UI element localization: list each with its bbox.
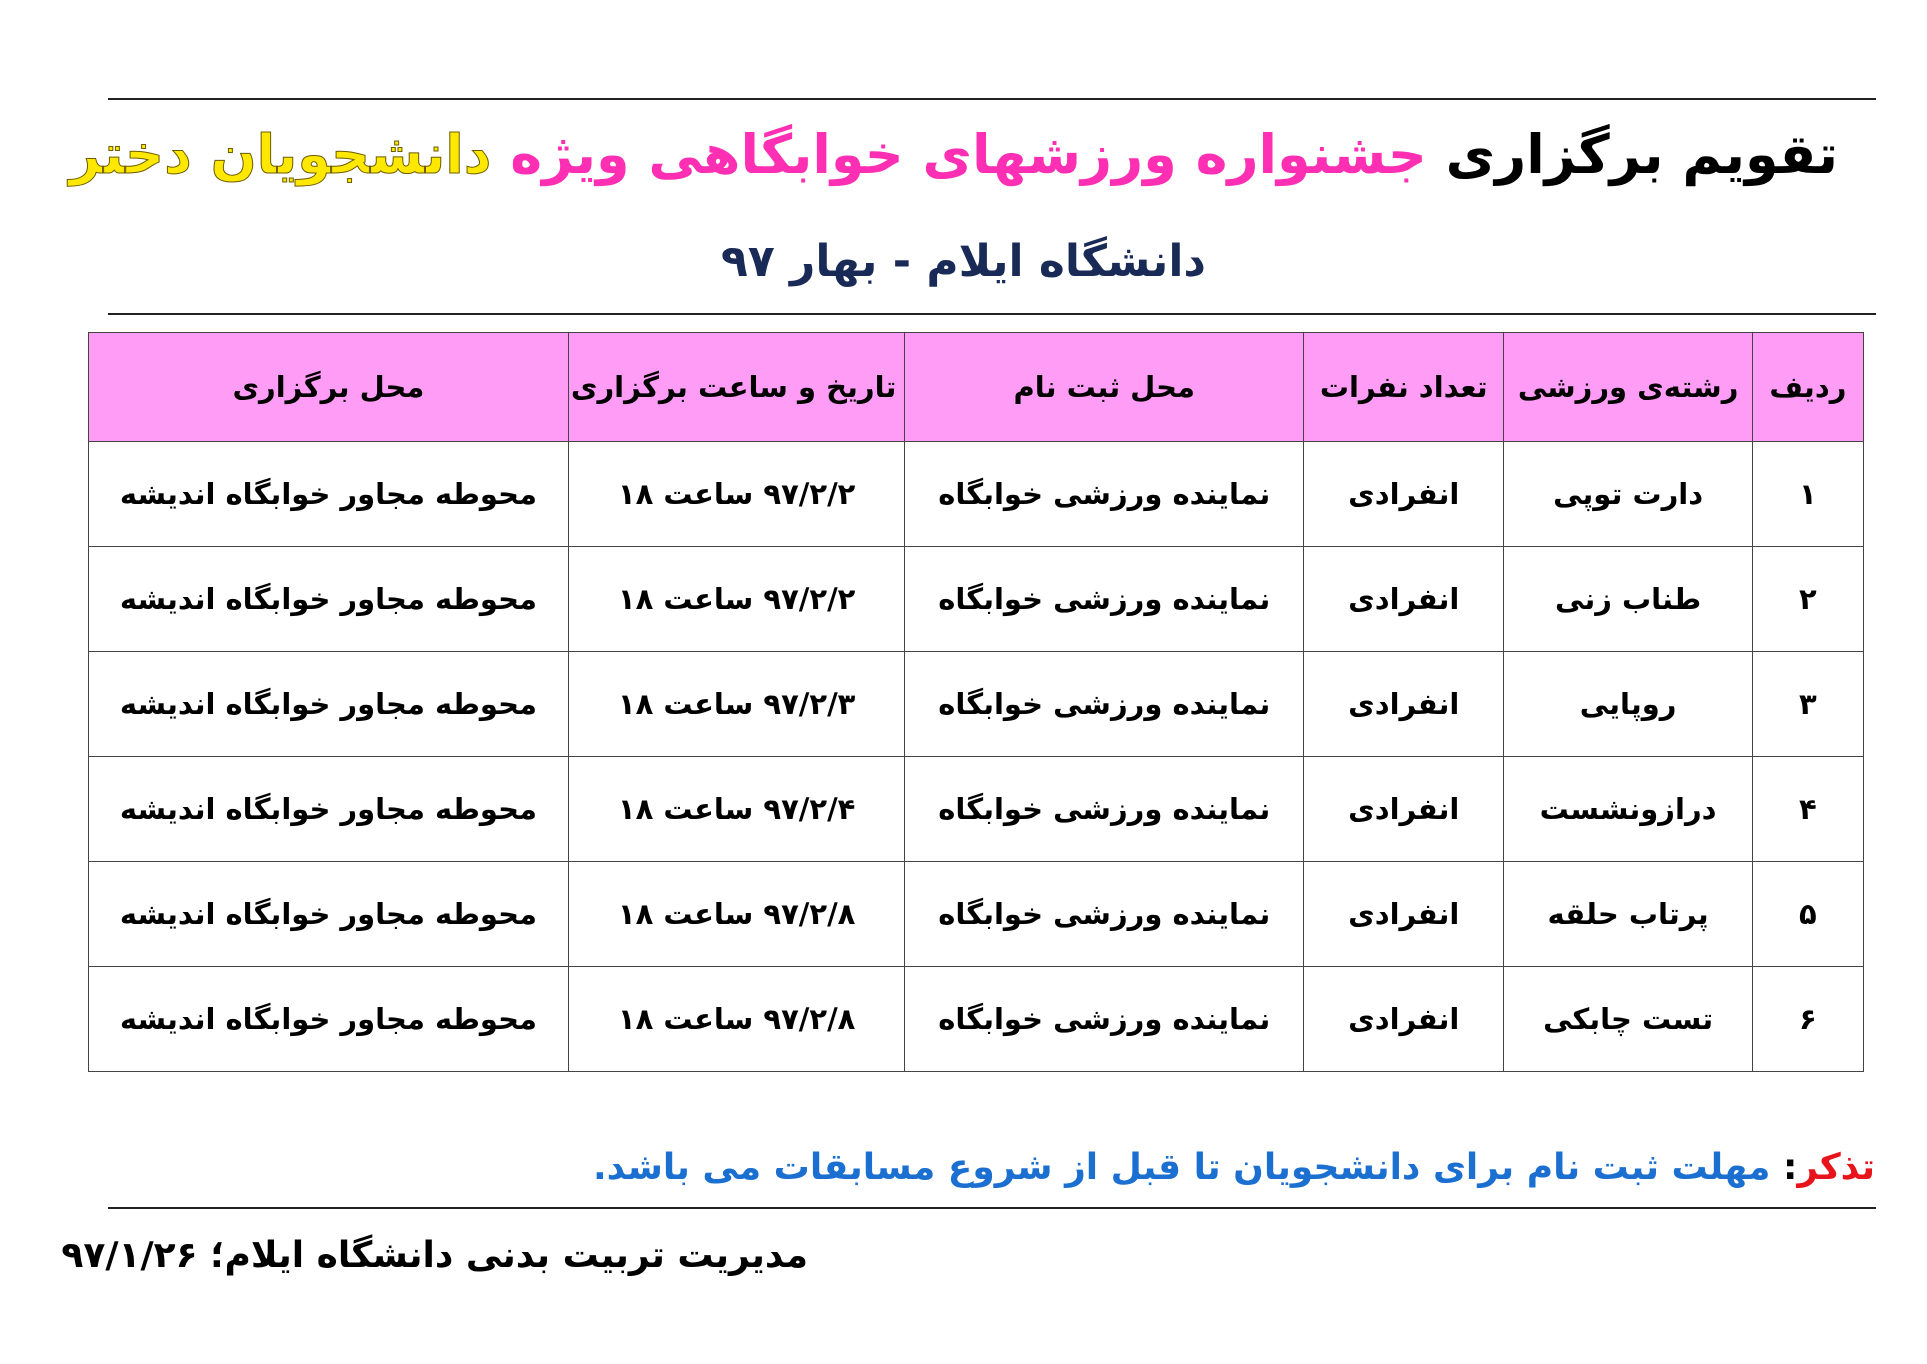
header-date-time: تاریخ و ساعت برگزاری xyxy=(568,333,905,442)
cell-venue: محوطه مجاور خوابگاه اندیشه xyxy=(89,967,569,1072)
table-row xyxy=(89,652,1864,757)
cell-sport: تست چابکی xyxy=(1504,967,1752,1072)
schedule-table xyxy=(88,332,1864,1072)
header-row-number: ردیف xyxy=(1752,333,1863,442)
cell-date-time: ۹۷/۲/۲ ساعت ۱۸ xyxy=(568,547,905,652)
cell-venue: محوطه مجاور خوابگاه اندیشه xyxy=(89,652,569,757)
table-header-row xyxy=(89,333,1864,442)
footer-signature: مدیریت تربیت بدنی دانشگاه ایلام؛ ۹۷/۱/۲۶ xyxy=(61,1235,808,1276)
cell-sport: دارت توپی xyxy=(1504,442,1752,547)
title-part-calendar: تقویم برگزاری xyxy=(1445,123,1838,186)
cell-row-number: ۵ xyxy=(1752,862,1863,967)
cell-venue: محوطه مجاور خوابگاه اندیشه xyxy=(89,442,569,547)
table-row xyxy=(89,862,1864,967)
top-divider xyxy=(108,98,1876,100)
header-divider xyxy=(108,313,1876,315)
cell-registration-place: نماینده ورزشی خوابگاه xyxy=(905,442,1304,547)
cell-row-number: ۳ xyxy=(1752,652,1863,757)
reminder-note xyxy=(375,1140,1875,1196)
cell-row-number: ۴ xyxy=(1752,757,1863,862)
cell-registration-place: نماینده ورزشی خوابگاه xyxy=(905,862,1304,967)
title-part-festival: جشنواره ورزشهای خوابگاهی ویژه xyxy=(510,123,1427,186)
header-registration-place: محل ثبت نام xyxy=(905,333,1304,442)
cell-row-number: ۲ xyxy=(1752,547,1863,652)
cell-sport: طناب زنی xyxy=(1504,547,1752,652)
cell-date-time: ۹۷/۲/۳ ساعت ۱۸ xyxy=(568,652,905,757)
cell-date-time: ۹۷/۲/۴ ساعت ۱۸ xyxy=(568,757,905,862)
header-participants: تعداد نفرات xyxy=(1304,333,1504,442)
cell-participants: انفرادی xyxy=(1304,547,1504,652)
table-row xyxy=(89,757,1864,862)
note-colon: : xyxy=(1782,1147,1798,1188)
note-label: تذکر xyxy=(1797,1147,1875,1188)
cell-date-time: ۹۷/۲/۸ ساعت ۱۸ xyxy=(568,862,905,967)
page-title xyxy=(69,110,1838,200)
page-subtitle: دانشگاه ایلام - بهار ۹۷ xyxy=(721,236,1206,287)
cell-sport: درازونشست xyxy=(1504,757,1752,862)
cell-date-time: ۹۷/۲/۸ ساعت ۱۸ xyxy=(568,967,905,1072)
cell-date-time: ۹۷/۲/۲ ساعت ۱۸ xyxy=(568,442,905,547)
header-sport: رشته‌ی ورزشی xyxy=(1504,333,1752,442)
cell-row-number: ۱ xyxy=(1752,442,1863,547)
cell-participants: انفرادی xyxy=(1304,967,1504,1072)
cell-registration-place: نماینده ورزشی خوابگاه xyxy=(905,547,1304,652)
cell-venue: محوطه مجاور خوابگاه اندیشه xyxy=(89,862,569,967)
cell-venue: محوطه مجاور خوابگاه اندیشه xyxy=(89,757,569,862)
cell-participants: انفرادی xyxy=(1304,652,1504,757)
table-row xyxy=(89,442,1864,547)
cell-row-number: ۶ xyxy=(1752,967,1863,1072)
footer-divider xyxy=(108,1207,1876,1209)
table-row xyxy=(89,967,1864,1072)
cell-venue: محوطه مجاور خوابگاه اندیشه xyxy=(89,547,569,652)
title-part-students: دانشجویان دختر xyxy=(69,123,492,186)
cell-participants: انفرادی xyxy=(1304,862,1504,967)
cell-registration-place: نماینده ورزشی خوابگاه xyxy=(905,652,1304,757)
header-venue: محل برگزاری xyxy=(89,333,569,442)
cell-sport: پرتاب حلقه xyxy=(1504,862,1752,967)
cell-participants: انفرادی xyxy=(1304,757,1504,862)
cell-sport: روپایی xyxy=(1504,652,1752,757)
cell-registration-place: نماینده ورزشی خوابگاه xyxy=(905,967,1304,1072)
cell-participants: انفرادی xyxy=(1304,442,1504,547)
note-text: مهلت ثبت نام برای دانشجویان تا قبل از شروع مسابقات می باشد. xyxy=(592,1147,1771,1188)
table-row xyxy=(89,547,1864,652)
cell-registration-place: نماینده ورزشی خوابگاه xyxy=(905,757,1304,862)
